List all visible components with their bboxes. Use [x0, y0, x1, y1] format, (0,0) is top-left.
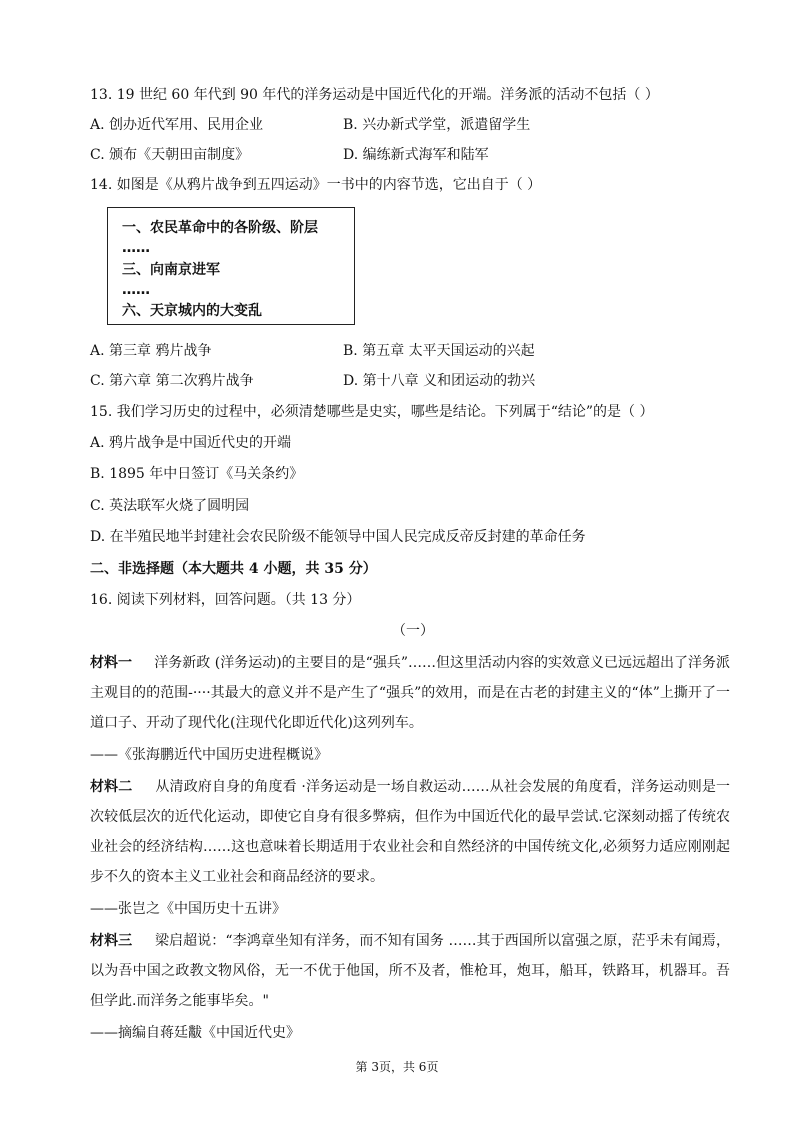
q13-stem: 13. 19 世纪 60 年代到 90 年代的洋务运动是中国近代化的开端。洋务派的活动不包括（ ）	[90, 87, 659, 103]
q14-option-c: C. 第六章 第二次鸦片战争	[90, 373, 254, 389]
material-one-source: ——《张海鹏近代中国历史进程概说》	[90, 747, 328, 763]
q15-option-b: B. 1895 年中日签订《马关条约》	[90, 466, 304, 482]
q15-option-c: C. 英法联军火烧了圆明园	[90, 498, 250, 514]
q15-option-a: A. 鸦片战争是中国近代史的开端	[90, 435, 292, 451]
material-three-label: 材料三	[90, 933, 133, 949]
q15-option-d: D. 在半殖民地半封建社会农民阶级不能领导中国人民完成反帝反封建的革命任务	[90, 529, 586, 545]
q13-option-b: B. 兴办新式学堂，派遣留学生	[343, 117, 531, 133]
q14-option-a: A. 第三章 鸦片战争	[90, 343, 212, 359]
material-one-text: 洋务新政 (洋务运动)的主要目的是“强兵”……但这里活动内容的实效意义已远远超出了洋务派主观目的的范围-····其最大的意义并不是产生了“强兵”的效用，而是在古老的封建主义的“体”上撕开了一道口子、开动了现代化(注现代化即近代化)这列列车。	[90, 655, 731, 731]
q14-stem: 14. 如图是《从鸦片战争到五四运动》一书中的内容节选，它出自于（ ）	[90, 177, 542, 193]
page-number: 第 3页，共 6页	[355, 1060, 439, 1074]
excerpt-line: 六、天京城内的大变乱	[122, 303, 262, 319]
q15-stem: 15. 我们学习历史的过程中，必须清楚哪些是史实，哪些是结论。下列属于“结论”的是（ ）	[90, 404, 654, 420]
excerpt-line: ……	[122, 240, 150, 256]
material-one	[90, 648, 730, 740]
excerpt-line: 一、农民革命中的各阶级、阶层	[122, 220, 318, 236]
material-three	[90, 926, 730, 1018]
q13-option-d: D. 编练新式海军和陆军	[343, 147, 489, 163]
q16-part-label: （一）	[392, 623, 434, 639]
material-two-text: 从清政府自身的角度看 ·洋务运动是一场自救运动……从社会发展的角度看，洋务运动则是一次较低层次的近代化运动，即使它自身有很多弊病，但作为中国近代化的最早尝试.它深刻动摇了传统农业社会的经济结构……这也意味着长期适用于农业社会和自然经济的中国传统文化,必须努力适应刚刚起步不久的资本主义工业社会和商品经济的要求。	[90, 779, 730, 885]
material-two-source: ——张岂之《中国历史十五讲》	[90, 901, 286, 917]
q13-option-a: A. 创办近代军用、民用企业	[90, 117, 264, 133]
section-heading: 二、非选择题（本大题共 4 小题，共 35 分）	[90, 561, 377, 577]
material-three-source: ——摘编自蒋廷黻《中国近代史》	[90, 1025, 300, 1041]
excerpt-line: 三、向南京进军	[122, 262, 220, 278]
q16-stem: 16. 阅读下列材料，回答问题。（共 13 分）	[90, 592, 361, 608]
material-three-text: 梁启超说：“李鸿章坐知有洋务，而不知有国务 ……其于西国所以富强之原，茫乎未有闻焉，以为吾中国之政教文物风俗，无一不优于他国，所不及者，惟枪耳，炮耳，船耳，铁路耳，机器耳。吾但学此.而洋务之能事毕矣。"	[90, 933, 730, 1009]
material-two-label: 材料二	[90, 779, 133, 795]
excerpt-line: ……	[122, 282, 150, 298]
material-one-label: 材料一	[90, 655, 133, 671]
q14-option-d: D. 第十八章 义和团运动的勃兴	[343, 373, 536, 389]
q14-excerpt-box	[107, 207, 355, 325]
q13-option-c: C. 颁布《天朝田亩制度》	[90, 147, 250, 163]
q14-option-b: B. 第五章 太平天国运动的兴起	[343, 343, 535, 359]
material-two	[90, 772, 730, 894]
